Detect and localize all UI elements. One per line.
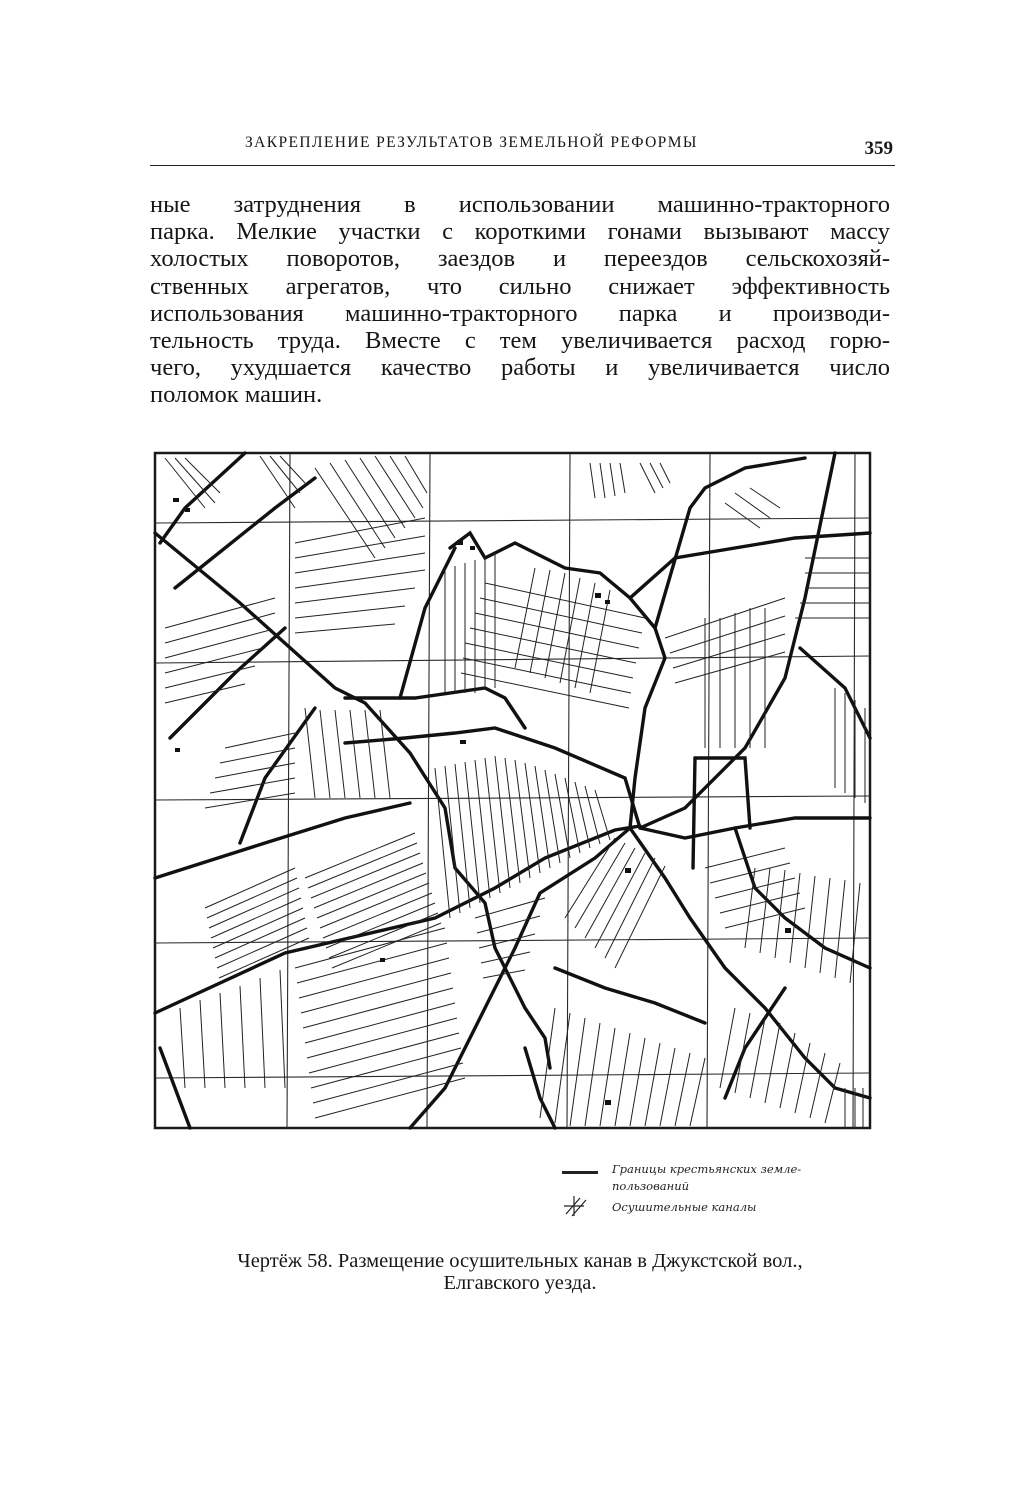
page-number: 359 xyxy=(864,138,893,159)
canal-symbol-icon xyxy=(562,1194,598,1218)
text-line-3: холостых поворотов, заездов и переездов сельскохозяй- xyxy=(150,245,890,273)
drainage-map xyxy=(145,448,880,1133)
text-line-8: поломок машин. xyxy=(150,381,323,409)
body-text xyxy=(150,191,890,409)
text-line-5: использования машинно-тракторного парка и производи- xyxy=(150,299,890,327)
text-line-4: ственных агрегатов, что сильно снижает эффективность xyxy=(150,272,890,300)
drainage-canals xyxy=(165,456,870,1128)
boundary-line-symbol xyxy=(562,1171,598,1174)
caption-line-2: Елгавского уезда. xyxy=(443,1272,597,1294)
legend-boundaries-label-cont: пользований xyxy=(612,1179,690,1193)
legend-boundaries-label: Границы крестьянских земле- xyxy=(612,1162,802,1176)
text-line-1: ные затруднения в использовании машинно-тракторного xyxy=(150,191,890,218)
header-rule xyxy=(150,165,895,166)
map-legend xyxy=(560,1158,860,1228)
text-line-6: тельность труда. Вместе с тем увеличивается расход горю- xyxy=(150,327,890,355)
drainage-map-figure xyxy=(145,448,880,1133)
caption-line-1: Чертёж 58. Размещение осушительных канав в Джукстской вол., xyxy=(237,1250,803,1272)
running-head xyxy=(150,132,895,162)
legend-canals-label: Осушительные каналы xyxy=(612,1200,757,1214)
text-line-2: парка. Мелкие участки с короткими гонами вызывают массу xyxy=(150,218,890,246)
running-title: ЗАКРЕПЛЕНИЕ РЕЗУЛЬТАТОВ ЗЕМЕЛЬНОЙ РЕФОРМЫ xyxy=(245,134,698,151)
text-line-7: чего, ухудшается качество работы и увеличивается число xyxy=(150,354,890,382)
figure-caption xyxy=(150,1250,890,1294)
